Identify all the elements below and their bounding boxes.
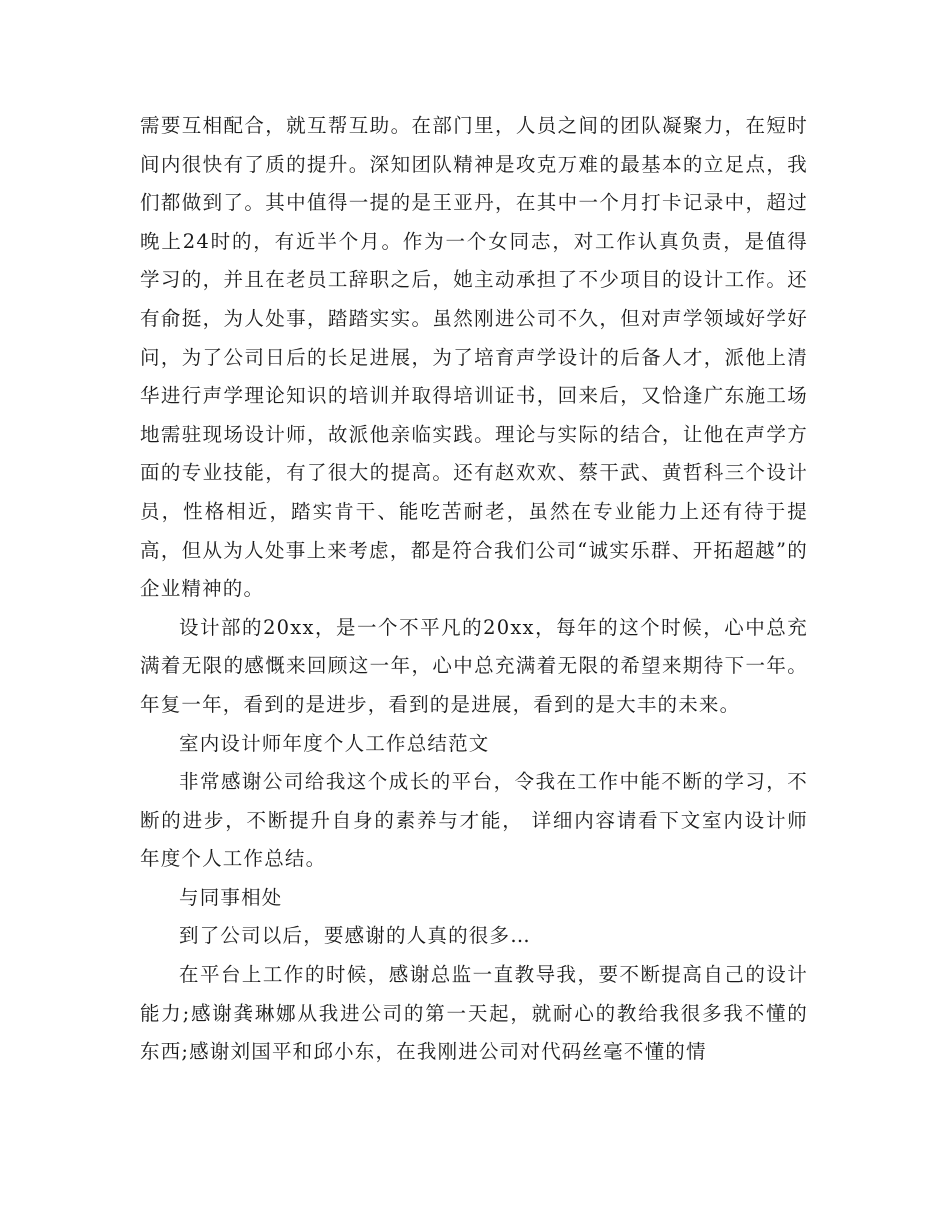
paragraph-intro: 非常感谢公司给我这个成长的平台，令我在工作中能不断的学习，不断的进步，不断提升自身的素养与才能， 详细内容请看下文室内设计师年度个人工作总结。 [140,770,808,871]
section-title-colleagues: 与同事相处 [179,885,283,909]
paragraph-thanks-intro: 到了公司以后，要感谢的人真的很多… [179,924,531,948]
paragraph-thanks-detail: 在平台上工作的时候，感谢总监一直教导我，要不断提高自己的设计能力;感谢龚琳娜从我进公司的第一天起，就耐心的教给我很多我不懂的东西;感谢刘国平和邱小东，在我刚进公司对代码丝毫不懂的情 [140,963,808,1064]
document-body [140,107,808,1072]
paragraph-year-review: 设计部的20xx，是一个不平凡的20xx，每年的这个时候，心中总充满着无限的感慨来回顾这一年，心中总充满着无限的希望来期待下一年。年复一年，看到的是进步，看到的是进展，看到的是大丰的未来。 [140,615,808,716]
paragraph-team-cohesion: 需要互相配合，就互帮互助。在部门里，人员之间的团队凝聚力，在短时间内很快有了质的提升。深知团队精神是攻克万难的最基本的立足点，我们都做到了。其中值得一提的是王亚丹，在其中一个月打卡记录中，超过晚上24时的，有近半个月。作为一个女同志，对工作认真负责，是值得学习的，并且在老员工辞职之后，她主动承担了不少项目的设计工作。还有俞挺，为人处事，踏踏实实。虽然刚进公司不久，但对声学领域好学好问，为了公司日后的长足进展，为了培育声学设计的后备人才，派他上清华进行声学理论知识的培训并取得培训证书，回来后，又恰逢广东施工场地需驻现场设计师，故派他亲临实践。理论与实际的结合，让他在声学方面的专业技能，有了很大的提高。还有赵欢欢、蔡干武、黄哲科三个设计员，性格相近，踏实肯干、能吃苦耐老，虽然在专业能力上还有待于提高，但从为人处事上来考虑，都是符合我们公司“诚实乐群、开拓超越”的企业精神的。 [140,114,808,601]
section-title-summary: 室内设计师年度个人工作总结范文 [179,731,490,755]
